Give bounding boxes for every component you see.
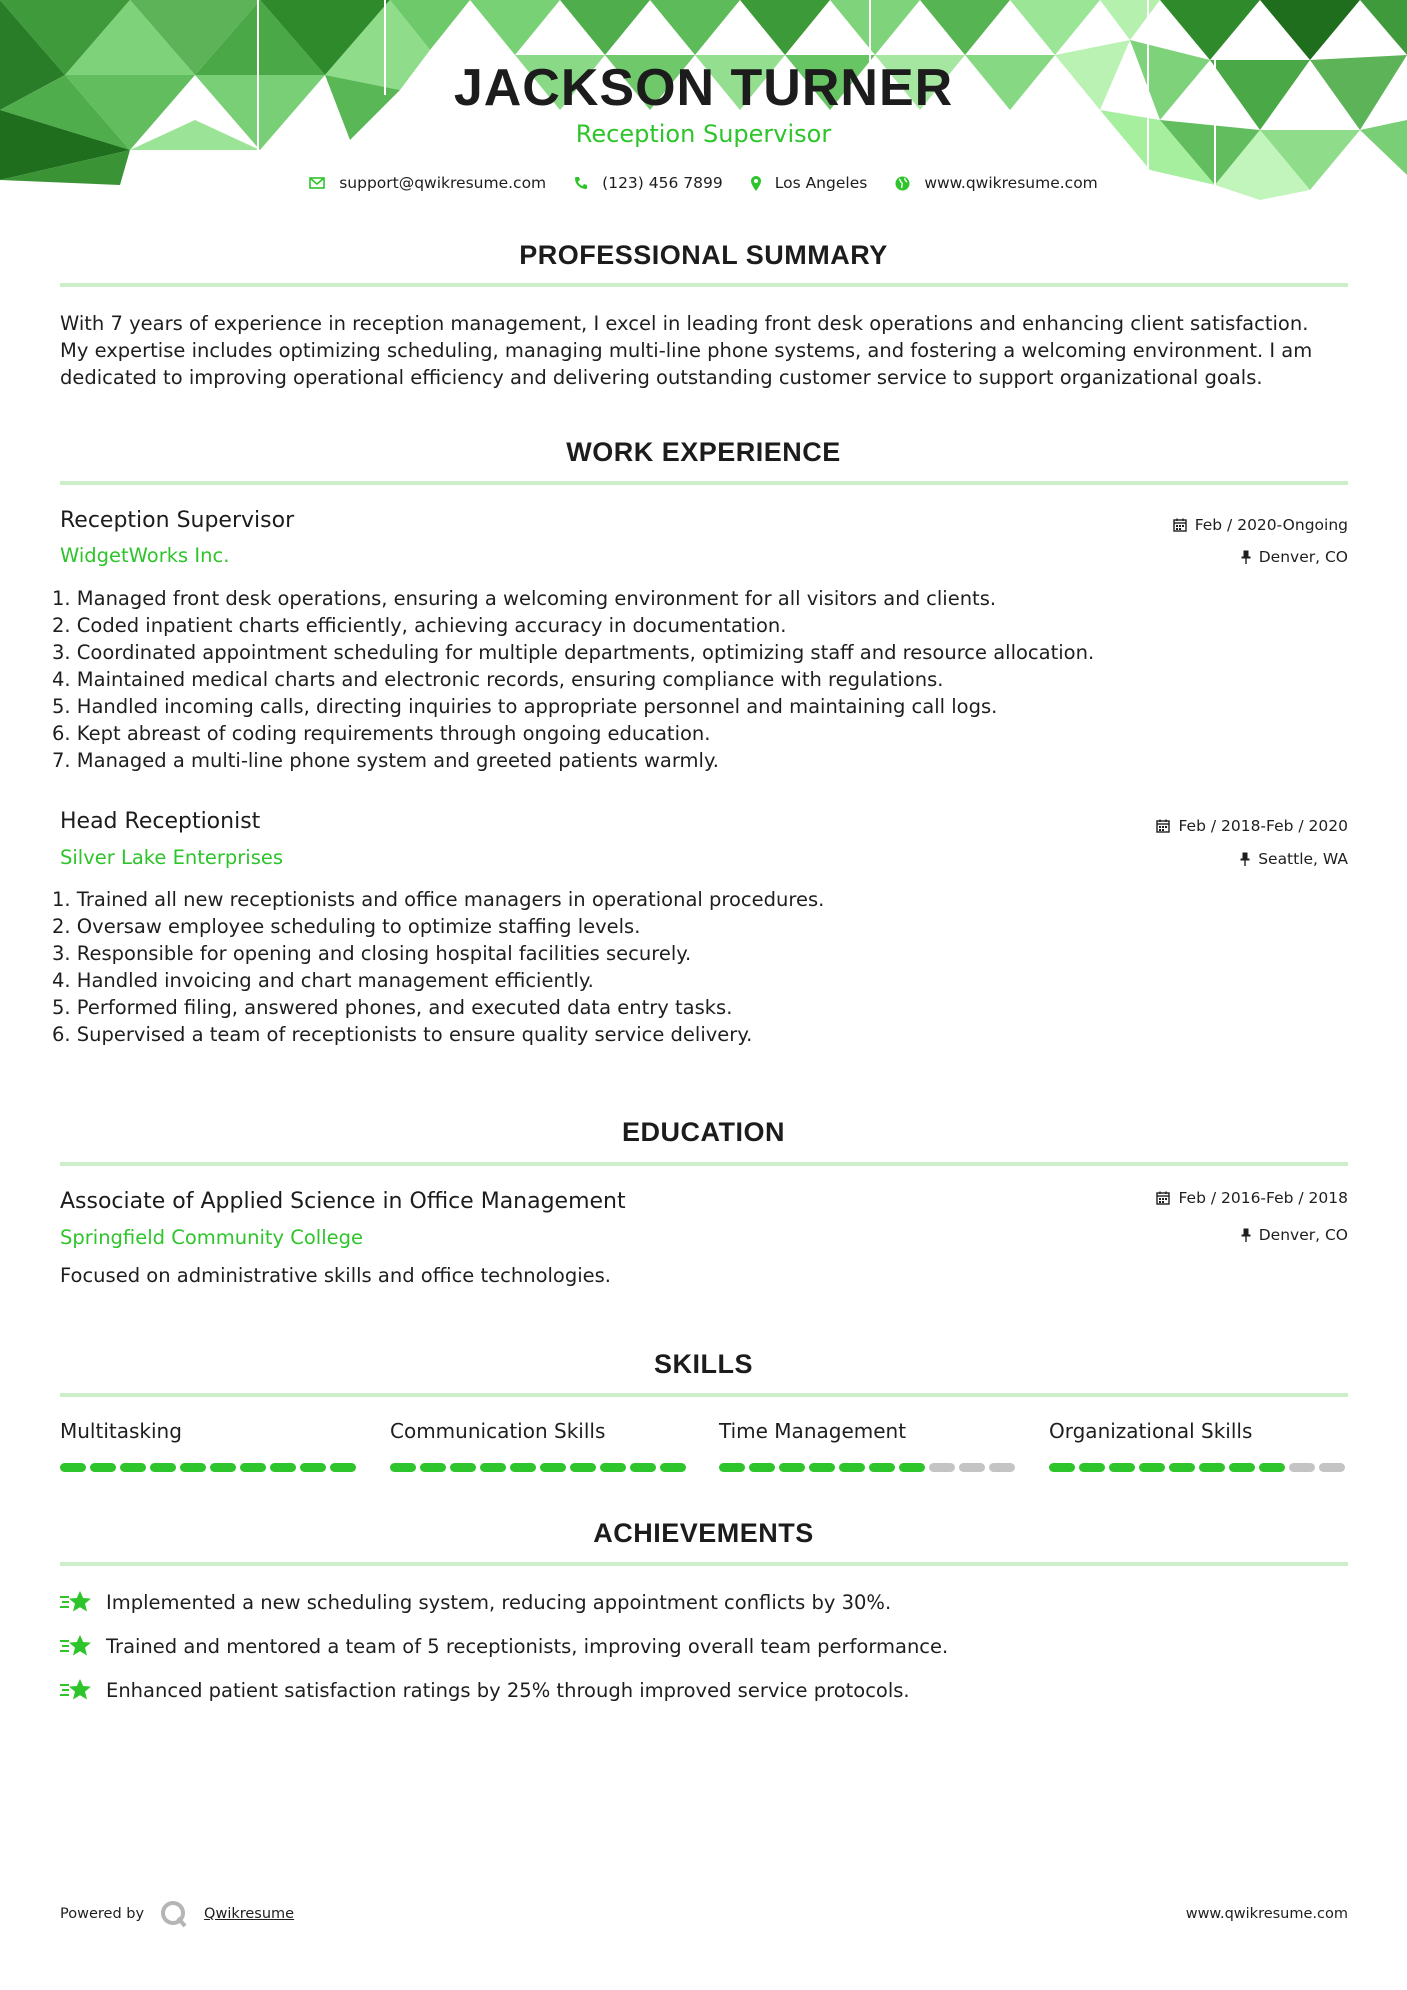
summary-line: My expertise includes optimizing scheduling, managing multi-line phone systems, and fostering a welcoming environment. I am (60, 339, 1313, 362)
list-item: 1. Managed front desk operations, ensuring a welcoming environment for all visitors and clients. (52, 587, 997, 610)
skill-level-segment (959, 1463, 985, 1472)
summary-line: With 7 years of experience in reception management, I excel in leading front desk operations and enhancing client satisfaction. (60, 312, 1309, 335)
skill-level-segment (1289, 1463, 1315, 1472)
achievement-item (60, 1589, 891, 1615)
job-duties-list (52, 585, 1352, 774)
contact-website[interactable] (895, 174, 1097, 192)
skill-level-bar (719, 1463, 1019, 1472)
contact-website-text: www.qwikresume.com (924, 174, 1098, 192)
skill-level-segment (749, 1463, 775, 1472)
achievements-divider (60, 1562, 1348, 1566)
skill-level-segment (450, 1463, 476, 1472)
skill-level-segment (989, 1463, 1015, 1472)
education-location-text: Denver, CO (1258, 1226, 1348, 1244)
list-item: 6. Supervised a team of receptionists to ensure quality service delivery. (52, 1023, 753, 1046)
calendar-icon (1156, 819, 1170, 833)
experience-heading: WORK EXPERIENCE (566, 437, 841, 467)
list-item: 2. Oversaw employee scheduling to optimize staffing levels. (52, 915, 641, 938)
pushpin-icon (1241, 550, 1251, 564)
footer-website[interactable]: www.qwikresume.com (1185, 1906, 1348, 1922)
skill-level-segment (1229, 1463, 1255, 1472)
skill-level-bar (60, 1463, 360, 1472)
phone-icon (574, 176, 588, 190)
achievement-text: Implemented a new scheduling system, reducing appointment conflicts by 30%. (106, 1590, 892, 1614)
job-location (1240, 850, 1348, 868)
job-title: Reception Supervisor (60, 508, 295, 533)
list-item: 1. Trained all new receptionists and office managers in operational procedures. (52, 888, 825, 911)
skill-level-segment (1139, 1463, 1165, 1472)
achievement-item (60, 1633, 948, 1659)
skill-name: Organizational Skills (1049, 1419, 1253, 1443)
contact-location-text: Los Angeles (774, 174, 868, 192)
skill-level-segment (660, 1463, 686, 1472)
achievement-item (60, 1677, 910, 1703)
powered-by-label: Powered by (60, 1906, 145, 1922)
skill-item (390, 1419, 690, 1472)
skill-level-segment (839, 1463, 865, 1472)
job-dates-text: Feb / 2020-Ongoing (1194, 516, 1348, 534)
skill-level-segment (300, 1463, 326, 1472)
skills-divider (60, 1393, 1348, 1397)
skill-level-segment (60, 1463, 86, 1472)
list-item: 3. Coordinated appointment scheduling for multiple departments, optimizing staff and resource allocation. (52, 641, 1095, 664)
skill-level-segment (929, 1463, 955, 1472)
education-description: Focused on administrative skills and office technologies. (60, 1264, 611, 1287)
qwikresume-link[interactable]: Qwikresume (204, 1906, 295, 1922)
education-school: Springfield Community College (60, 1226, 364, 1249)
list-item: 5. Performed filing, answered phones, and executed data entry tasks. (52, 996, 733, 1019)
skill-level-segment (869, 1463, 895, 1472)
contact-bar (0, 174, 1407, 192)
education-divider (60, 1162, 1348, 1166)
skill-level-segment (90, 1463, 116, 1472)
skill-level-segment (390, 1463, 416, 1472)
contact-phone[interactable] (574, 174, 723, 192)
star-icon (60, 1589, 92, 1615)
education-dates-text: Feb / 2016-Feb / 2018 (1178, 1189, 1348, 1207)
skill-level-segment (570, 1463, 596, 1472)
achievement-text: Enhanced patient satisfaction ratings by 25% through improved service protocols. (106, 1678, 910, 1702)
job-company: Silver Lake Enterprises (60, 846, 284, 869)
education-dates (1156, 1189, 1348, 1207)
contact-phone-text: (123) 456 7899 (602, 174, 723, 192)
skill-level-segment (899, 1463, 925, 1472)
achievement-text: Trained and mentored a team of 5 receptionists, improving overall team performance. (106, 1634, 949, 1658)
job-title: Head Receptionist (60, 809, 261, 834)
skill-level-segment (240, 1463, 266, 1472)
skill-item (1049, 1419, 1349, 1472)
qwikresume-logo-icon (160, 1900, 188, 1928)
pushpin-icon (1241, 1228, 1251, 1242)
summary-text (60, 310, 1350, 391)
job-dates (1173, 516, 1348, 534)
skill-level-segment (420, 1463, 446, 1472)
summary-divider (60, 283, 1348, 287)
footer-powered-by (60, 1900, 294, 1928)
skill-level-segment (1199, 1463, 1225, 1472)
achievements-heading: ACHIEVEMENTS (593, 1518, 814, 1548)
skill-level-segment (480, 1463, 506, 1472)
list-item: 4. Maintained medical charts and electronic records, ensuring compliance with regulations. (52, 668, 944, 691)
job-location-text: Denver, CO (1258, 548, 1348, 566)
skill-item (60, 1419, 360, 1472)
envelope-icon (309, 177, 325, 189)
skill-level-segment (1079, 1463, 1105, 1472)
calendar-icon (1173, 518, 1187, 532)
skill-item (719, 1419, 1019, 1472)
candidate-name: JACKSON TURNER (453, 59, 954, 117)
education-location (1241, 1226, 1348, 1244)
star-icon (60, 1677, 92, 1703)
skill-level-segment (510, 1463, 536, 1472)
list-item: 2. Coded inpatient charts efficiently, achieving accuracy in documentation. (52, 614, 787, 637)
skill-level-segment (540, 1463, 566, 1472)
map-pin-icon (751, 176, 761, 191)
list-item: 7. Managed a multi-line phone system and greeted patients warmly. (52, 749, 719, 772)
contact-email-text: support@qwikresume.com (339, 174, 547, 192)
skill-name: Multitasking (60, 1419, 182, 1443)
list-item: 3. Responsible for opening and closing hospital facilities securely. (52, 942, 692, 965)
skill-level-segment (779, 1463, 805, 1472)
list-item: 6. Kept abreast of coding requirements through ongoing education. (52, 722, 711, 745)
skill-level-segment (630, 1463, 656, 1472)
job-dates-text: Feb / 2018-Feb / 2020 (1178, 817, 1348, 835)
skills-heading: SKILLS (653, 1349, 753, 1379)
skill-level-segment (120, 1463, 146, 1472)
contact-email[interactable] (309, 174, 546, 192)
contact-location (751, 174, 868, 192)
skill-level-segment (809, 1463, 835, 1472)
experience-divider (60, 481, 1348, 485)
candidate-role: Reception Supervisor (575, 120, 832, 148)
job-dates (1156, 817, 1348, 835)
skill-level-segment (600, 1463, 626, 1472)
skill-name: Communication Skills (390, 1419, 606, 1443)
star-icon (60, 1633, 92, 1659)
job-duties-list (52, 886, 1352, 1048)
skill-level-segment (180, 1463, 206, 1472)
skill-level-segment (150, 1463, 176, 1472)
education-degree: Associate of Applied Science in Office Management (60, 1189, 626, 1214)
skill-name: Time Management (719, 1419, 907, 1443)
pushpin-icon (1240, 852, 1250, 866)
skill-level-segment (1259, 1463, 1285, 1472)
skill-level-bar (390, 1463, 690, 1472)
education-heading: EDUCATION (622, 1117, 785, 1147)
skill-level-segment (719, 1463, 745, 1472)
skill-level-segment (330, 1463, 356, 1472)
job-location-text: Seattle, WA (1258, 850, 1348, 868)
job-company: WidgetWorks Inc. (60, 544, 230, 567)
list-item: 5. Handled incoming calls, directing inquiries to appropriate personnel and maintaining call logs. (52, 695, 998, 718)
job-location (1241, 548, 1348, 566)
calendar-icon (1156, 1191, 1170, 1205)
summary-line: dedicated to improving operational efficiency and delivering outstanding customer service to support organizational goals. (60, 366, 1263, 389)
skill-level-segment (1049, 1463, 1075, 1472)
skill-level-segment (1319, 1463, 1345, 1472)
skill-level-segment (1109, 1463, 1135, 1472)
globe-icon (895, 176, 910, 191)
skill-level-segment (210, 1463, 236, 1472)
summary-heading: PROFESSIONAL SUMMARY (519, 240, 888, 270)
list-item: 4. Handled invoicing and chart management efficiently. (52, 969, 594, 992)
skill-level-segment (270, 1463, 296, 1472)
skill-level-segment (1169, 1463, 1195, 1472)
skill-level-bar (1049, 1463, 1349, 1472)
